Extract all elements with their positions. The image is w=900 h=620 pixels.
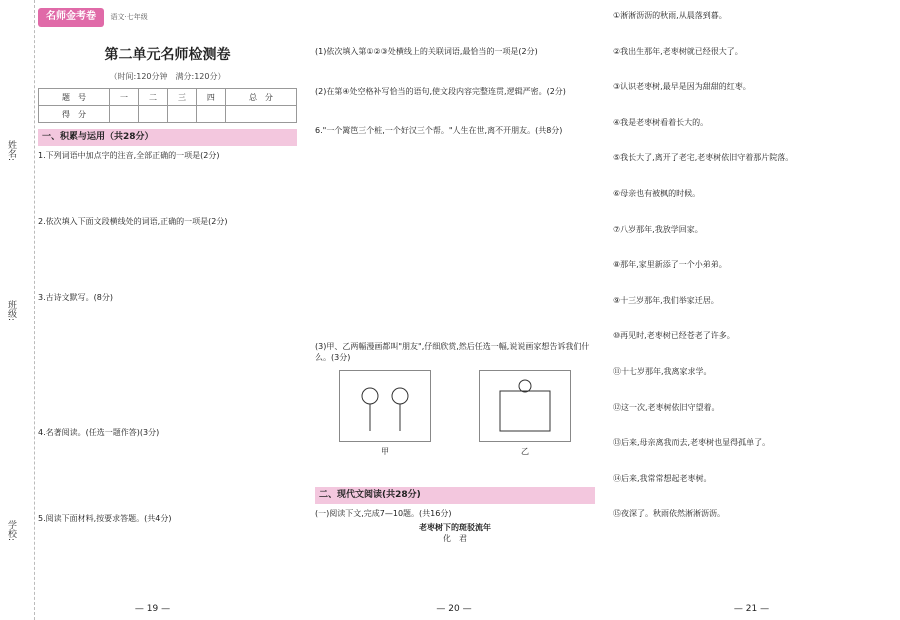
question: 1.下列词语中加点字的注音,全部正确的一项是(2分)	[38, 151, 220, 161]
page-21	[603, 0, 900, 620]
essay-paragraph: ⑦八岁那年,我放学回家。	[613, 224, 703, 234]
score-header: 总 分	[225, 89, 296, 106]
essay-title: 老枣树下的斑驳流年	[419, 522, 491, 532]
comic-label: 乙	[521, 446, 529, 456]
essay-author: 化 君	[443, 534, 467, 544]
score-cell[interactable]	[196, 106, 225, 123]
name-label: 姓名:	[6, 140, 17, 162]
score-header: 一	[110, 89, 139, 106]
page-19	[0, 0, 305, 620]
essay-paragraph: ⑥母亲也有被枫的时候。	[613, 188, 701, 198]
page-number: — 21 —	[733, 603, 770, 614]
school-label: 学校:	[6, 520, 17, 542]
page-20	[305, 0, 603, 620]
essay-paragraph: ⑧那年,家里新添了一个小弟弟。	[613, 260, 727, 270]
essay-paragraph: ②我出生那年,老枣树就已经很大了。	[613, 46, 743, 56]
page-number: — 19 —	[134, 603, 171, 614]
essay-paragraph: ⑩再见时,老枣树已经苍老了许多。	[613, 331, 735, 341]
essay-paragraph: ⑬后来,母亲离我而去,老枣树也显得孤单了。	[613, 438, 771, 448]
comic-yi	[479, 370, 571, 442]
section-heading: 二、现代文阅读(共28分)	[315, 487, 595, 504]
exam-title: 第二单元名师检测卷	[104, 46, 231, 63]
question: 2.依次填入下面文段横线处的词语,正确的一项是(2分)	[38, 217, 228, 227]
class-label: 班级:	[6, 300, 17, 322]
question: 4.名著阅读。(任选一题作答)(3分)	[38, 428, 160, 438]
question: (1)依次填入第①②③处横线上的关联词语,最恰当的一项是(2分)	[315, 47, 538, 56]
score-header: 题 号	[39, 89, 110, 106]
essay-paragraph: ⑭后来,我常常想起老枣树。	[613, 473, 712, 483]
score-cell[interactable]	[110, 106, 139, 123]
question: 3.古诗文默写。(8分)	[38, 292, 113, 302]
essay-paragraph: ④我是老枣树看着长大的。	[613, 117, 709, 127]
question: 5.阅读下面材料,按要求答题。(共4分)	[38, 513, 172, 523]
essay-paragraph: ⑫这一次,老枣树依旧守望着。	[613, 402, 720, 412]
comic-jia	[339, 370, 431, 442]
score-header: 四	[196, 89, 225, 106]
score-row-label: 得 分	[39, 106, 110, 123]
brand-banner: 名师金考卷	[38, 8, 104, 27]
essay-paragraph: ①淅淅沥沥的秋雨,从晨落到暮。	[613, 11, 727, 20]
question: (3)甲、乙两幅漫画都叫"朋友",仔细欣赏,然后任选一幅,说说画家想告诉我们什么。(3分)	[315, 341, 590, 363]
score-cell[interactable]	[139, 106, 168, 123]
essay-paragraph: ⑨十三岁那年,我们举家迁居。	[613, 295, 719, 305]
essay-paragraph: ⑮夜深了。秋雨依然淅淅沥沥。	[613, 509, 725, 519]
section-heading: 一、积累与运用（共28分）	[38, 129, 297, 146]
question: (2)在第④处空格补写恰当的语句,使文段内容完整连贯,逻辑严密。(2分)	[315, 86, 566, 96]
essay-paragraph: ⑪十七岁那年,我离家求学。	[613, 366, 712, 376]
comic-label: 甲	[381, 446, 389, 456]
essay-paragraph: ⑤我长大了,离开了老宅,老枣树依旧守着那片院落。	[613, 153, 794, 163]
score-cell[interactable]	[167, 106, 196, 123]
exam-meta: （时间:120分钟 满分:120分）	[109, 71, 226, 81]
subject-label: 语文·七年级	[110, 13, 148, 21]
binding-margin	[0, 0, 35, 620]
reading-intro: (一)阅读下文,完成7—10题。(共16分)	[315, 509, 452, 519]
score-cell[interactable]	[225, 106, 296, 123]
page-number: — 20 —	[436, 603, 472, 614]
score-table	[38, 88, 297, 123]
question: 6."一个篱笆三个桩,一个好汉三个帮。"人生在世,离不开朋友。(共8分)	[315, 126, 563, 136]
comic-strip	[315, 370, 595, 457]
score-header: 三	[167, 89, 196, 106]
score-header: 二	[139, 89, 168, 106]
essay-paragraph: ③认识老枣树,最早是因为甜甜的红枣。	[613, 82, 751, 92]
